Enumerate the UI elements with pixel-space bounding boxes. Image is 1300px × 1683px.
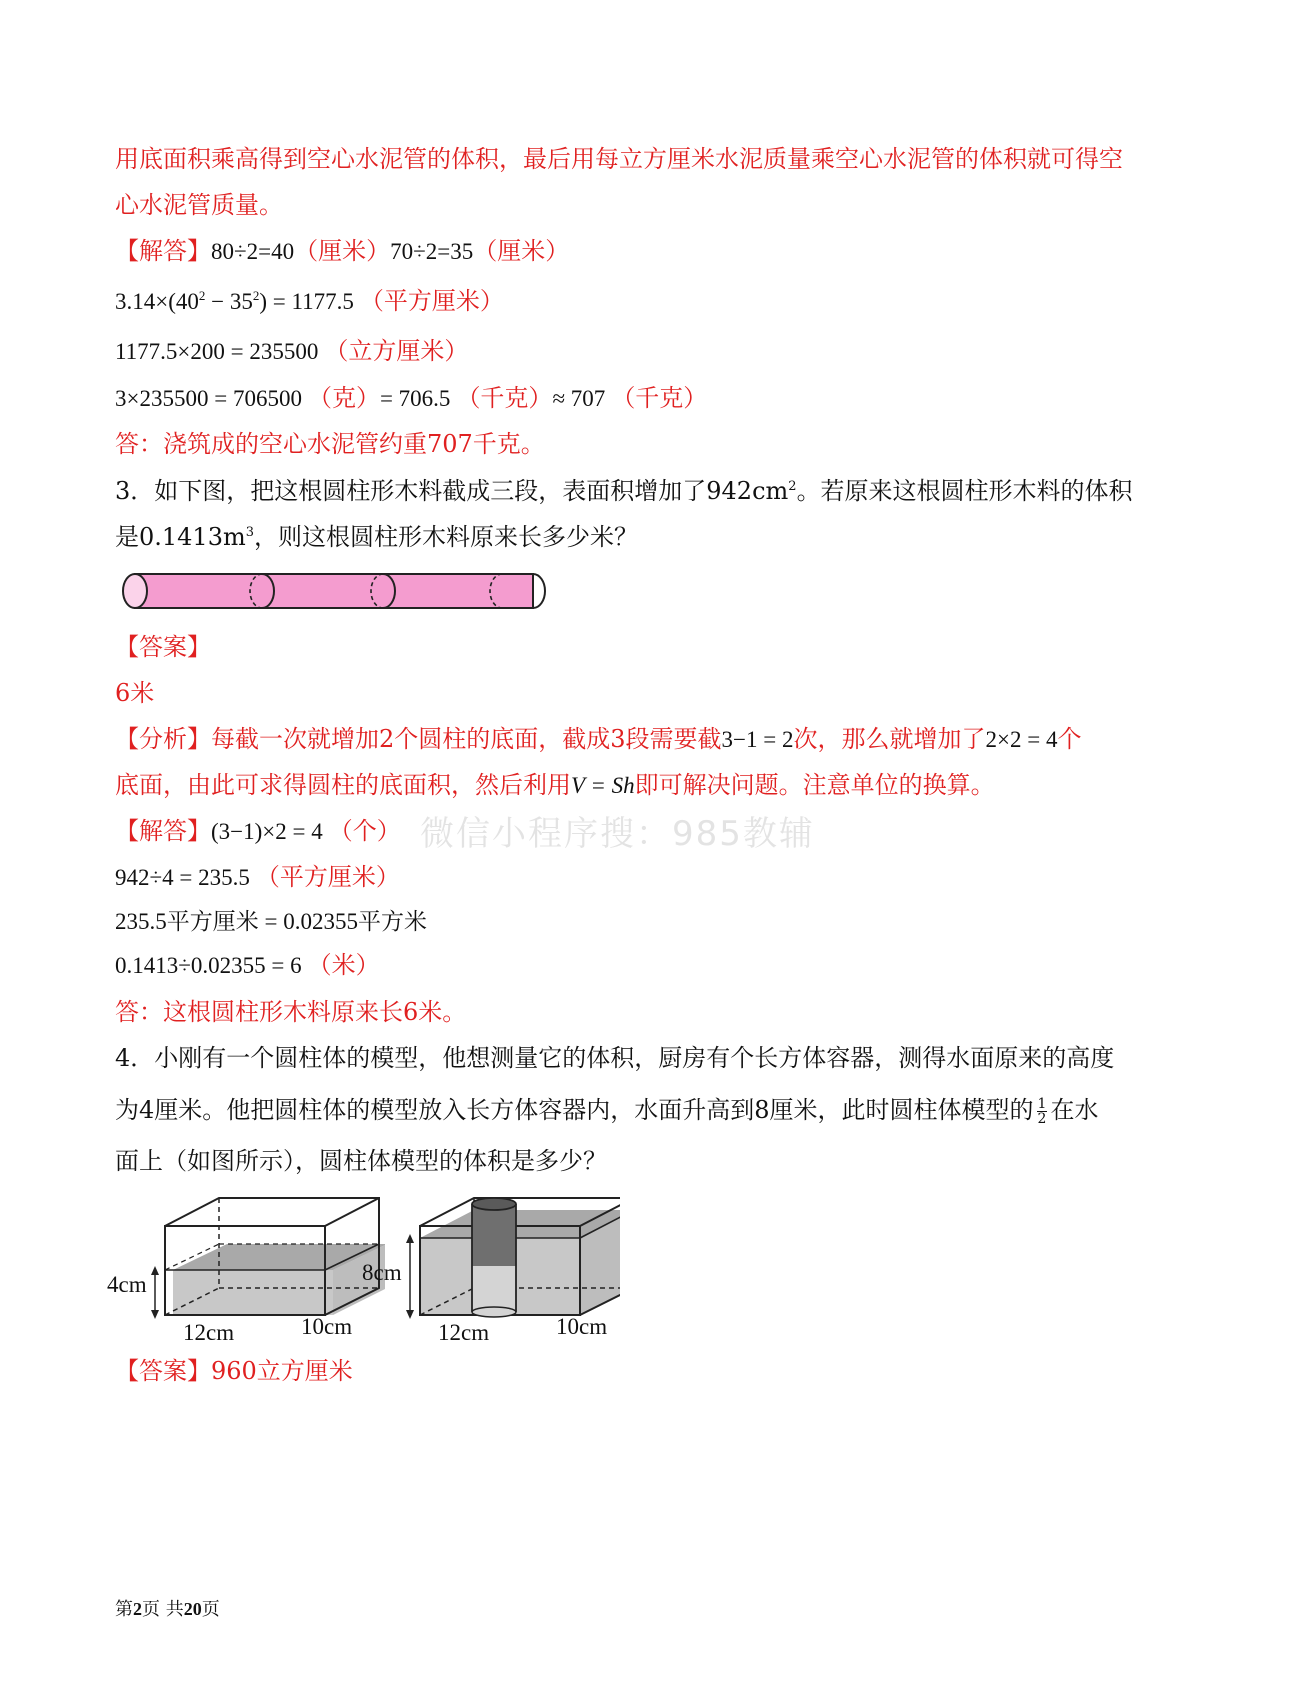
length-label: 12cm [183, 1320, 235, 1345]
math-expression: V = Sh [571, 773, 635, 798]
unit-label: （千克） [611, 384, 708, 412]
analysis-text-line: 用底面积乘高得到空心水泥管的体积，最后用每立方厘米水泥质量乘空心水泥管的体积就可得空 [115, 145, 1123, 173]
answer-value: 6米 [115, 679, 155, 707]
math-expression: 2×2 = 4 [985, 727, 1058, 752]
container-figure-1 [105, 1188, 385, 1353]
cylinder-log-figure [120, 568, 560, 618]
analysis-line [115, 768, 995, 803]
cylinder-body [135, 574, 533, 608]
answer-value: 960立方厘米 [211, 1357, 353, 1385]
analysis-text: 次，那么就增加了 [793, 725, 986, 753]
analysis-text: 底面，由此可求得圆柱的底面积，然后利用 [115, 771, 571, 799]
math-expression: 1177.5×200 = 235500 [115, 339, 319, 364]
solution-tag: 【解答】 [115, 237, 211, 265]
answer-text: 答：浇筑成的空心水泥管约重707千克。 [115, 430, 545, 458]
question-text: 在水 [1050, 1096, 1099, 1124]
length-label: 12cm [438, 1320, 490, 1345]
math-expression: 70÷2=35 [390, 239, 474, 264]
analysis-text: 即可解决问题。注意单位的换算。 [634, 771, 995, 799]
solution-step-1 [115, 234, 569, 269]
question-4-line: 面上（如图所示），圆柱体模型的体积是多少？ [115, 1147, 607, 1175]
unit-label: （厘米） [294, 237, 391, 265]
question-4-line [115, 1093, 1098, 1127]
math-expression [115, 289, 354, 314]
unit-label: （克） [307, 384, 380, 412]
analysis-text: 每截一次就增加2个圆柱的底面，截成3段需要截 [211, 725, 722, 753]
math-expression: 80÷2=40 [211, 239, 295, 264]
solution-step-1 [115, 814, 401, 849]
unit-label: （米） [307, 951, 380, 979]
unit-label: （立方厘米） [324, 337, 469, 365]
total-pages: 20 [183, 1599, 202, 1619]
height-label: 8cm [362, 1260, 402, 1285]
exponent: 2 [788, 479, 797, 494]
width-label: 10cm [556, 1314, 608, 1339]
answer-tag: 【答案】 [115, 1357, 211, 1385]
question-3-line [115, 520, 638, 554]
unit-label: （厘米） [473, 237, 570, 265]
math-expression: 0.1413÷0.02355 = 6 [115, 953, 302, 978]
expr-part: − 35 [205, 289, 253, 314]
footer-text: 页 [201, 1599, 220, 1620]
analysis-text-line: 心水泥管质量。 [115, 191, 283, 219]
fraction [1037, 1097, 1048, 1126]
solution-step-3: 235.5平方厘米 = 0.02355平方米 [115, 909, 427, 934]
math-expression: 3×235500 = 706500 [115, 386, 302, 411]
unit-label: （千克） [456, 384, 553, 412]
fraction-numerator: 1 [1037, 1096, 1047, 1112]
solution-step-2 [115, 860, 400, 895]
footer-text: 页 共 [142, 1599, 184, 1620]
math-expression: 942÷4 = 235.5 [115, 865, 250, 890]
exponent: 2 [252, 288, 260, 303]
exponent: 2 [198, 288, 206, 303]
unit-label: （平方厘米） [359, 287, 504, 315]
question-text: 是0.1413m [115, 523, 246, 551]
expr-part: ) = 1177.5 [259, 289, 354, 314]
question-text: 3．如下图，把这根圆柱形木料截成三段，表面积增加了942cm [115, 477, 789, 505]
question-text: 为4厘米。他把圆柱体的模型放入长方体容器内，水面升高到8厘米，此时圆柱体模型的 [115, 1096, 1034, 1124]
unit-label: （平方厘米） [255, 863, 400, 891]
cylinder-top [472, 1198, 516, 1210]
math-expression: (3−1)×2 = 4 [211, 819, 323, 844]
water-front [173, 1270, 333, 1315]
solution-tag: 【解答】 [115, 817, 211, 845]
fraction-denominator: 2 [1037, 1111, 1047, 1127]
answer-line [115, 1354, 353, 1388]
solution-step-4 [115, 381, 707, 416]
analysis-tag: 【分析】 [115, 725, 211, 753]
question-text: ，则这根圆柱形木料原来长多少米？ [254, 523, 639, 551]
cylinder-under-water [472, 1266, 516, 1312]
question-text: 。若原来这根圆柱形木料的体积 [796, 477, 1133, 505]
expr-part: 3.14×(40 [115, 289, 199, 314]
width-label: 10cm [301, 1314, 353, 1339]
footer-text: 第 [115, 1599, 133, 1620]
page-number: 2 [133, 1599, 142, 1619]
cylinder-above-water [472, 1204, 516, 1266]
watermark: 微信小程序搜：985教辅 [420, 814, 815, 854]
answer-text: 答：这根圆柱形木料原来长6米。 [115, 998, 467, 1026]
question-3-line [115, 474, 1133, 508]
cylinder-end-face [123, 574, 147, 608]
cylinder-right-end [533, 574, 545, 608]
unit-label: （个） [328, 817, 401, 845]
math-expression: = 706.5 [379, 386, 451, 411]
analysis-line [115, 722, 1081, 757]
math-expression: 3−1 = 2 [721, 727, 794, 752]
answer-tag: 【答案】 [115, 633, 211, 661]
page-footer [115, 1595, 220, 1621]
exponent: 3 [245, 525, 255, 540]
solution-step-4 [115, 948, 380, 983]
solution-step-3 [115, 334, 468, 369]
container-figure-2 [360, 1188, 620, 1353]
question-4-line: 4．小刚有一个圆柱体的模型，他想测量它的体积，厨房有个长方体容器，测得水面原来的高度 [115, 1044, 1115, 1072]
analysis-text: 个 [1057, 725, 1082, 753]
height-label: 4cm [107, 1272, 147, 1297]
solution-step-2 [115, 284, 504, 319]
math-expression: ≈ 707 [552, 386, 606, 411]
